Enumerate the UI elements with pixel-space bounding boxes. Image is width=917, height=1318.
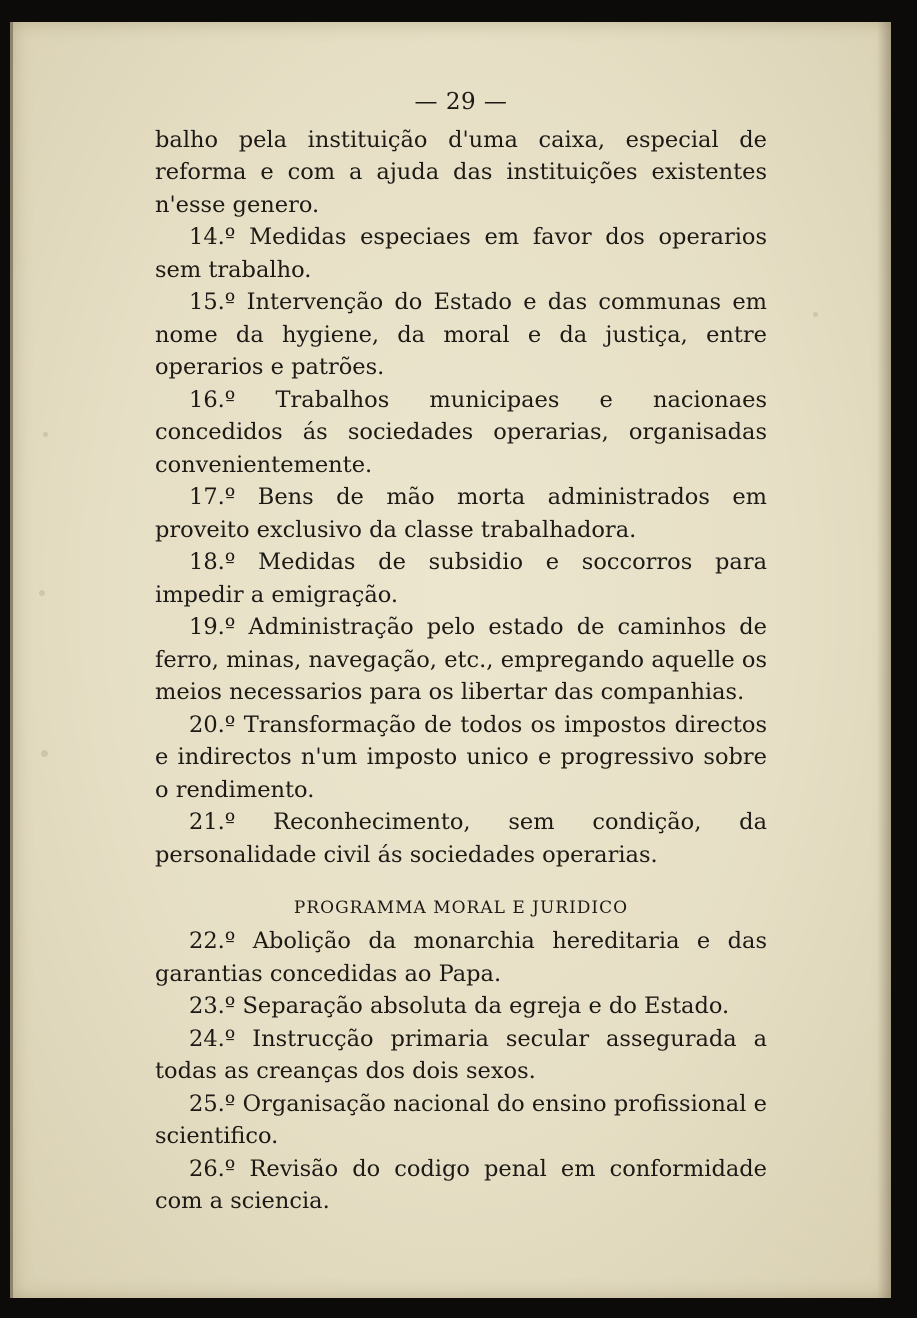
list-item-19: 19.º Administração pelo estado de caminhos de ferro, minas, navegação, etc., empregando aquelle os meios necessarios para os libertar das companhias. [155,614,767,705]
list-item-14: 14.º Medidas especiaes em favor dos operarios sem trabalho. [155,224,767,283]
list-item-15: 15.º Intervenção do Estado e das communas em nome da hygiene, da moral e da justiça, entre operarios e patrões. [155,289,767,380]
list-item-21: 21.º Reconhecimento, sem condição, da personalidade civil ás sociedades operarias. [155,809,767,868]
list-item-22: 22.º Abolição da monarchia hereditaria e das garantias concedidas ao Papa. [155,928,767,987]
paper-speck [43,432,48,437]
page-number: — 29 — [414,89,508,115]
list-item-25: 25.º Organisação nacional do ensino profissional e scientifico. [155,1090,767,1149]
list-item-17: 17.º Bens de mão morta administrados em proveito exclusivo da classe trabalhadora. [155,484,767,543]
paragraph-group-before [155,124,767,872]
paper-speck [39,590,45,596]
book-page [10,22,891,1298]
list-item-24: 24.º Instrucção primaria secular assegurada a todas as creanças dos dois sexos. [155,1025,767,1084]
paper-speck [813,312,818,317]
section-heading: PROGRAMMA MORAL E JURIDICO [293,898,629,918]
list-item-18: 18.º Medidas de subsidio e soccorros para impedir a emigração. [155,549,767,608]
list-item-23: 23.º Separação absoluta da egreja e do Estado. [189,993,730,1019]
paragraph-continued: balho pela instituição d'uma caixa, especial de reforma e com a ajuda das instituições existentes n'esse genero. [155,126,767,218]
page-text [155,86,767,1218]
paper-speck [41,750,48,757]
list-item-16: 16.º Trabalhos municipaes e nacionaes concedidos ás sociedades operarias, organisadas convenientemente. [155,386,767,478]
list-item-26: 26.º Revisão do codigo penal em conformidade com a sciencia. [155,1155,767,1214]
list-item-20: 20.º Transformação de todos os impostos directos e indirectos n'um imposto unico e progressivo sobre o rendimento. [155,711,767,803]
paragraph-group-after [155,925,767,1218]
